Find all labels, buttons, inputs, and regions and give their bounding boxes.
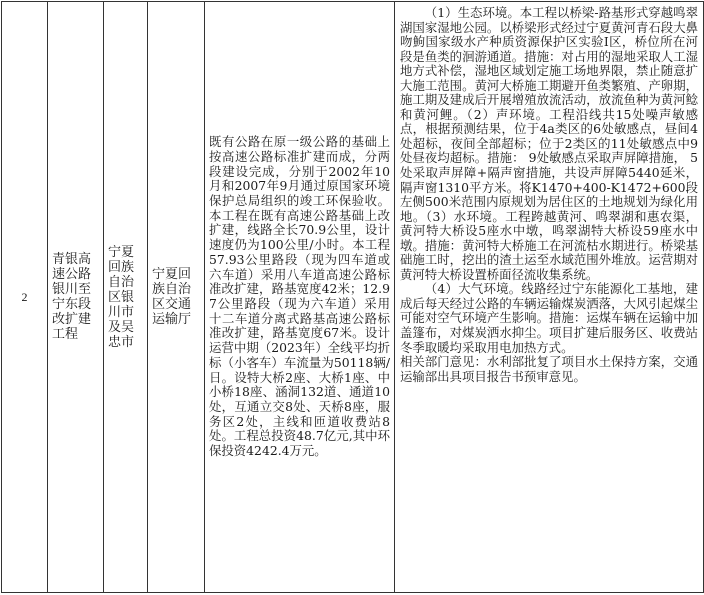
table-row (2, 2, 704, 593)
env-paragraph-opinions: 相关部门意见：水利部批复了项目水土保持方案，交通运输部出具项目报告书预审意见。 (400, 354, 698, 384)
row-index: 2 (2, 2, 48, 593)
env-paragraph-2: （4）大气环境。线路经过宁东能源化工基地，建成后每天经过公路的车辆运输煤炭洒落，大风引起煤尘可能对空气环境产生影响。措施：运煤车辆在运输中加盖篷布，对煤炭洒水抑尘。项目扩建后服务区、收费站冬季取暖均采取用电加热方式。 (400, 281, 698, 355)
approval-authority: 宁夏回族自治区交通运输厅 (148, 2, 205, 593)
env-paragraph-1: （1）生态环境。本工程以桥梁-路基形式穿越鸣翠湖国家湿地公园。以桥梁形式经过宁夏黄河青石段大鼻吻鮈国家级水产种质资源保护区实验Ⅰ区，桥位所在河段是鱼类的洄游通道。措施：对占用的湿地采取人工湿地方式补偿，湿地区域划定施工场地界限，禁止随意扩大施工范围。黄河大桥施工期避开鱼类繁殖、产卵期，施工期及建成后开展增殖放流活动，放流鱼种为黄河鲶和黄河鲤。（2）声环境。工程沿线共15处噪声敏感点，根据预测结果，位于4a类区的6处敏感点，昼间4处超标，夜间全部超标；位于2类区的11处敏感点中9处昼夜均超标。措施： 9处敏感点采取声屏障措施， 5处采取声屏障+隔声窗措施，共设声屏障5440延米，隔声窗1310平方米。将K1470+400-K1472+600段左侧500米范围内原规划为居住区的土地规划为绿化用地。（3）水环境。工程跨越黄河、鸣翠湖和惠农渠，黄河特大桥设5座水中墩，鸣翠湖特大桥设59座水中墩。措施：黄河特大桥施工在河流枯水期进行。桥梁基础施工时，挖出的渣土运至水域范围外堆放。运营期对黄河特大桥设置桥面径流收集系统。 (400, 5, 698, 282)
project-content: 既有公路在原一级公路的基础上按高速公路标准扩建而成，分两段建设完成，分别于2002年10月和2007年9月通过原国家环境保护总局组织的竣工环保验收。本工程在既有高速公路基础上改扩建，线路全长70.9公里，设计速度仍为100公里/小时。本工程57.93公里路段（现为四车道或六车道）采用八车道高速公路标准改扩建，路基宽度42米；12.97公里路段（现为六车道）采用十二车道分离式路基高速公路标准改扩建，路基宽度67米。设计运营中期（2023年）全线平均折标（小客车）车流量为50118辆/日。设特大桥2座、大桥1座、中小桥18座、涵洞132道、通道10处，互通立交8处、天桥8座，服务区2处，主线和匝道收费站8处。工程总投资48.7亿元,其中环保投资4242.4万元。 (205, 2, 395, 593)
environmental-measures (395, 2, 704, 593)
project-table (1, 1, 704, 593)
construction-unit: 宁夏回族自治区银川市及吴忠市 (104, 2, 148, 593)
project-name: 青银高速公路银川至宁东段改扩建工程 (48, 2, 104, 593)
